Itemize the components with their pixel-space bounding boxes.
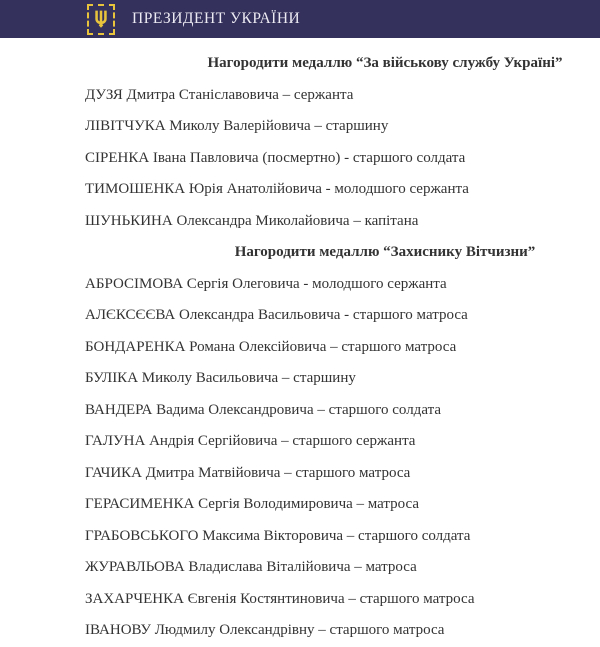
awardee-line: АБРОСІМОВА Сергія Олеговича - молодшого сержанта — [85, 275, 447, 292]
awardee-line: ГЕРАСИМЕНКА Сергія Володимировича – матроса — [85, 496, 420, 512]
home-logo-link[interactable] — [87, 4, 300, 35]
awardee-line: БУЛІКА Миколу Васильовича – старшину — [85, 370, 356, 386]
awardee-line: ТИМОШЕНКА Юрія Анатолійовича - молодшого сержанта — [85, 181, 469, 197]
awardee-line: БОНДАРЕНКА Романа Олексійовича – старшого матроса — [85, 338, 457, 355]
medal-section-heading: Нагородити медаллю “Захиснику Вітчизни” — [234, 244, 536, 260]
awardee-line: ДУЗЯ Дмитра Станіславовича – сержанта — [85, 86, 354, 103]
awardee-line: АЛЄКСЄЄВА Олександра Васильовича - старшого матроса — [85, 307, 468, 323]
awardee-line: ЖУРАВЛЬОВА Владислава Віталійовича – матроса — [85, 559, 417, 575]
awardee-line: ГРАБОВСЬКОГО Максима Вікторовича – старшого солдата — [85, 527, 471, 544]
awardee-line: ШУНЬКИНА Олександра Миколайовича – капітана — [85, 212, 419, 229]
awardee-line: ВАНДЕРА Вадима Олександровича – старшого солдата — [85, 401, 441, 418]
awardee-line: ЗАХАРЧЕНКА Євгенія Костянтиновича – старшого матроса — [85, 590, 475, 607]
awardee-line: СІРЕНКА Івана Павловича (посмертно) - старшого солдата — [85, 149, 466, 166]
awardee-line: ЛІВІТЧУКА Миколу Валерійовича – старшину — [85, 118, 389, 134]
decree-document — [85, 38, 600, 647]
awardee-line: ГАЧИКА Дмитра Матвійовича – старшого матроса — [85, 464, 411, 481]
awardee-line: ГАЛУНА Андрія Сергійовича – старшого сержанта — [85, 433, 416, 449]
site-title: ПРЕЗИДЕНТ УКРАЇНИ — [132, 10, 301, 27]
medal-section-heading: Нагородити медаллю “За військову службу Україні” — [207, 55, 563, 71]
awardee-line: ІВАНОВУ Людмилу Олександрівну – старшого матроса — [85, 622, 445, 638]
trident-icon — [87, 4, 115, 35]
site-header — [0, 0, 600, 38]
